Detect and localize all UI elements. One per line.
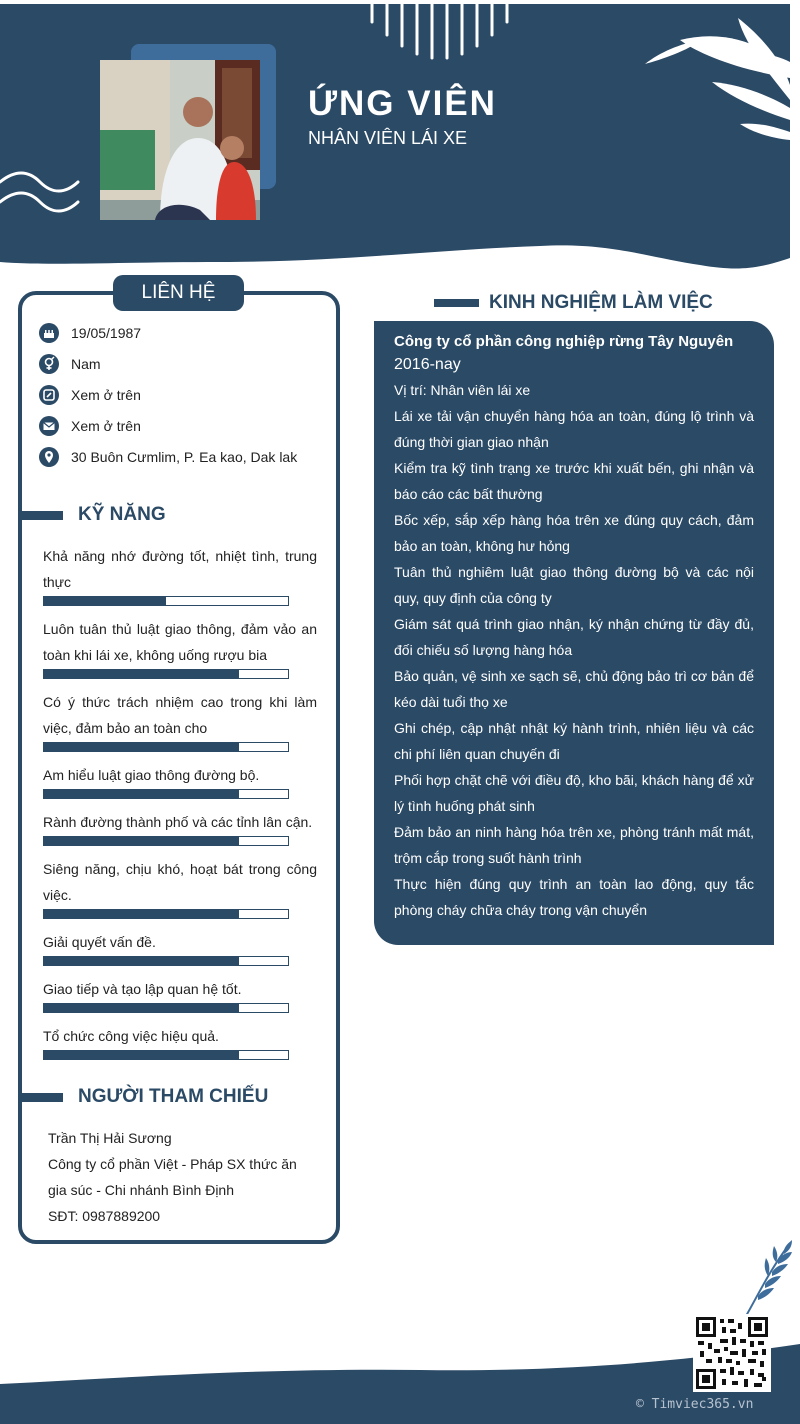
- experience-duty: Kiểm tra kỹ tình trạng xe trước khi xuất bến, ghi nhận và báo cáo các bất thường: [394, 460, 754, 502]
- skill-name: Giải quyết vấn đề.: [43, 934, 156, 950]
- skill-name: Rành đường thành phố và các tỉnh lân cận.: [43, 814, 313, 830]
- footer-brand: © Timviec365.vn: [636, 1397, 754, 1412]
- skill-item: [43, 976, 317, 1013]
- experience-duty: Đảm bảo an ninh hàng hóa trên xe, phòng tránh mất mát, trộm cắp trong suốt hành trình: [394, 824, 754, 866]
- birthday-cake-icon: [39, 323, 59, 343]
- skills-title: KỸ NĂNG: [78, 504, 166, 525]
- skill-item: [43, 616, 317, 679]
- candidate-name: ỨNG VIÊN: [308, 84, 497, 123]
- skill-level-bar: [43, 596, 289, 606]
- job-title: NHÂN VIÊN LÁI XE: [308, 128, 468, 148]
- contact-birthday: [39, 322, 141, 344]
- reference-company: Công ty cổ phần Việt - Pháp SX thức ăn gia súc - Chi nhánh Bình Định: [48, 1156, 297, 1198]
- contact-section-title: LIÊN HỆ: [113, 275, 244, 311]
- experience-duty: Giám sát quá trình giao nhận, ký nhận chứng từ đầy đủ, đối chiếu số lượng hàng hóa: [394, 616, 754, 658]
- heading-bar: [22, 1093, 63, 1102]
- experience-duty: Bảo quản, vệ sinh xe sạch sẽ, chủ động bảo trì cơ bản để kéo dài tuổi thọ xe: [394, 668, 754, 710]
- skill-level-bar: [43, 956, 289, 966]
- skill-item: [43, 1023, 317, 1060]
- skills-heading: [22, 503, 166, 527]
- experience-duty: Phối hợp chặt chẽ với điều độ, kho bãi, khách hàng để xử lý tình huống phát sinh: [394, 772, 754, 814]
- heading-bar: [434, 299, 479, 307]
- phone-icon: [39, 385, 59, 405]
- location-pin-icon: [39, 447, 59, 467]
- skill-level-fill: [44, 790, 239, 798]
- experience-duty: Lái xe tải vận chuyển hàng hóa an toàn, đúng lộ trình và đúng thời gian giao nhận: [394, 408, 754, 450]
- heading-bar: [22, 511, 63, 520]
- candidate-photo: [100, 60, 260, 220]
- skill-level-fill: [44, 670, 239, 678]
- skill-name: Tổ chức công việc hiệu quả.: [43, 1028, 219, 1044]
- reference-phone: SĐT: 0987889200: [48, 1208, 161, 1224]
- skill-item: [43, 809, 317, 846]
- leaf-sprig-icon: [738, 1240, 798, 1318]
- skill-level-bar: [43, 836, 289, 846]
- qr-code-icon: [693, 1314, 771, 1392]
- experience-title: KINH NGHIỆM LÀM VIỆC: [489, 292, 713, 313]
- references-heading: [22, 1085, 268, 1109]
- experience-card: [374, 321, 774, 945]
- skill-level-fill: [44, 1004, 239, 1012]
- contact-value: Xem ở trên: [71, 387, 141, 403]
- skill-level-fill: [44, 743, 239, 751]
- skill-item: [43, 543, 317, 606]
- experience-duty: Bốc xếp, sắp xếp hàng hóa trên xe đúng quy cách, đảm bảo an toàn, không hư hỏng: [394, 512, 754, 554]
- skill-level-fill: [44, 837, 239, 845]
- contact-email: [39, 415, 141, 437]
- skill-item: [43, 929, 317, 966]
- references-title: NGƯỜI THAM CHIẾU: [78, 1086, 269, 1107]
- skill-name: Siêng năng, chịu khó, hoạt bát trong công việc.: [43, 861, 317, 903]
- skill-name: Giao tiếp và tạo lập quan hệ tốt.: [43, 981, 242, 997]
- skill-level-bar: [43, 909, 289, 919]
- contact-value: Nam: [71, 356, 101, 372]
- skill-level-bar: [43, 789, 289, 799]
- experience-duty: Tuân thủ nghiêm luật giao thông đường bộ và các nội quy, quy định của công ty: [394, 564, 754, 606]
- contact-phone: [39, 384, 141, 406]
- reference-name: Trần Thị Hải Sương: [48, 1130, 172, 1146]
- experience-duty: Ghi chép, cập nhật nhật ký hành trình, nhiên liệu và các chi phí liên quan chuyến đi: [394, 720, 754, 762]
- contact-value: 30 Buôn Cưmlim, P. Ea kao, Dak lak: [71, 449, 298, 465]
- experience-company: Công ty cổ phần công nghiệp rừng Tây Nguyên: [394, 333, 734, 350]
- contact-value: Xem ở trên: [71, 418, 141, 434]
- email-icon: [39, 416, 59, 436]
- skill-name: Luôn tuân thủ luật giao thông, đảm vảo an toàn khi lái xe, không uống rượu bia: [43, 621, 317, 663]
- skill-level-bar: [43, 669, 289, 679]
- contact-gender: [39, 353, 101, 375]
- skill-level-fill: [44, 957, 239, 965]
- skill-name: Am hiểu luật giao thông đường bộ.: [43, 767, 260, 783]
- skill-level-bar: [43, 1003, 289, 1013]
- experience-duty: Thực hiện đúng quy trình an toàn lao động, quy tắc phòng cháy chữa cháy trong vận chuyển: [394, 876, 754, 918]
- skill-level-fill: [44, 910, 239, 918]
- skill-level-fill: [44, 597, 166, 605]
- experience-period: 2016-nay: [394, 356, 461, 373]
- skill-name: Có ý thức trách nhiệm cao trong khi làm việc, đảm bảo an toàn cho: [43, 694, 317, 736]
- skill-level-fill: [44, 1051, 239, 1059]
- contact-address: [39, 446, 297, 468]
- skill-level-bar: [43, 742, 289, 752]
- skill-item: [43, 762, 317, 799]
- gender-icon: [39, 354, 59, 374]
- skill-level-bar: [43, 1050, 289, 1060]
- skill-item: [43, 856, 317, 919]
- skill-name: Khả năng nhớ đường tốt, nhiệt tình, trung thực: [43, 548, 317, 590]
- contact-value: 19/05/1987: [71, 325, 142, 341]
- experience-heading: [434, 290, 713, 316]
- references-block: [48, 1125, 310, 1229]
- skill-item: [43, 689, 317, 752]
- experience-position: Vị trí: Nhân viên lái xe: [394, 382, 531, 398]
